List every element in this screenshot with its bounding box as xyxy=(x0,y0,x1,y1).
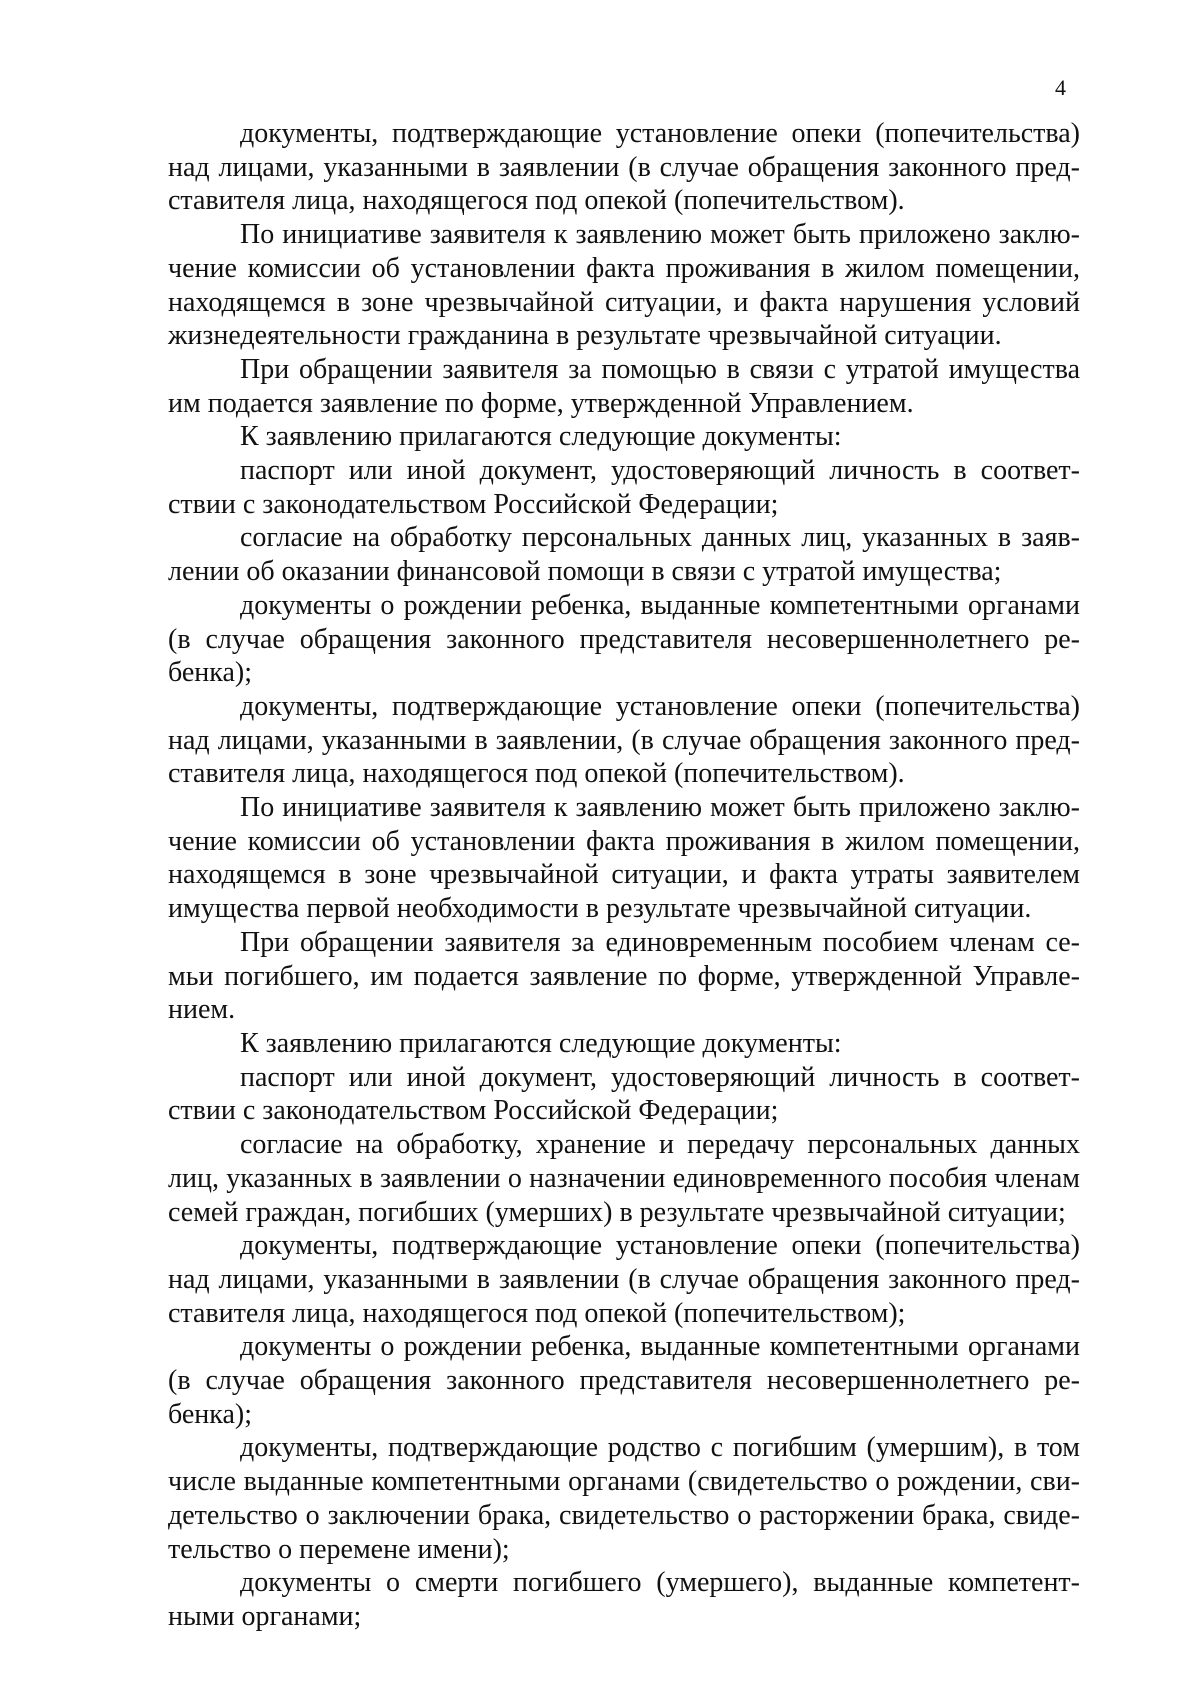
text-line: согласие на обработку персональных данных лиц, указанных в заяв- xyxy=(240,522,1080,554)
paragraph xyxy=(168,1229,1080,1330)
paragraph xyxy=(168,117,1080,218)
text-line: находящемся в зоне чрезвычайной ситуации, и факта нарушения условий xyxy=(168,286,1080,318)
paragraph xyxy=(168,791,1080,926)
text-line: бенка); xyxy=(168,657,252,689)
text-line: документы о рождении ребенка, выданные компетентными органами xyxy=(240,589,1080,621)
text-line: им подается заявление по форме, утвержденной Управлением. xyxy=(168,387,914,419)
paragraph xyxy=(168,690,1080,791)
paragraph xyxy=(168,353,1080,420)
text-line: ствии с законодательством Российской Федерации; xyxy=(168,1095,779,1127)
text-line: ствии с законодательством Российской Федерации; xyxy=(168,488,779,520)
text-line: документы о смерти погибшего (умершего), выданные компетент- xyxy=(240,1567,1080,1599)
text-line: (в случае обращения законного представителя несовершеннолетнего ре- xyxy=(168,623,1080,655)
text-line: ными органами; xyxy=(168,1600,362,1632)
text-line: лении об оказании финансовой помощи в связи с утратой имущества; xyxy=(168,556,1002,588)
text-line: мьи погибшего, им подается заявление по форме, утвержденной Управле- xyxy=(168,960,1080,992)
text-line: тельство о перемене имени); xyxy=(168,1533,510,1565)
text-line: чение комиссии об установлении факта проживания в жилом помещении, xyxy=(168,252,1080,284)
text-line: К заявлению прилагаются следующие документы: xyxy=(240,421,842,453)
text-line: бенка); xyxy=(168,1398,252,1430)
text-line: документы о рождении ребенка, выданные компетентными органами xyxy=(240,1331,1080,1363)
paragraph xyxy=(168,926,1080,1027)
text-line: паспорт или иной документ, удостоверяющий личность в соответ- xyxy=(240,1061,1080,1093)
paragraph xyxy=(168,1431,1080,1566)
text-line: над лицами, указанными в заявлении (в случае обращения законного пред- xyxy=(168,1263,1080,1295)
text-line: ставителя лица, находящегося под опекой (попечительством). xyxy=(168,185,905,217)
text-line: над лицами, указанными в заявлении (в случае обращения законного пред- xyxy=(168,151,1080,183)
paragraph xyxy=(168,1566,1080,1633)
text-line: согласие на обработку, хранение и передачу персональных данных xyxy=(240,1129,1080,1161)
text-line: над лицами, указанными в заявлении, (в случае обращения законного пред- xyxy=(168,724,1080,756)
text-line: чение комиссии об установлении факта проживания в жилом помещении, xyxy=(168,825,1080,857)
paragraph xyxy=(168,1061,1080,1128)
paragraph xyxy=(168,420,1080,454)
text-line: По инициативе заявителя к заявлению может быть приложено заклю- xyxy=(240,219,1080,251)
text-line: К заявлению прилагаются следующие документы: xyxy=(240,1027,842,1059)
paragraph xyxy=(168,1330,1080,1431)
text-line: лиц, указанных в заявлении о назначении единовременного пособия членам xyxy=(168,1162,1080,1194)
paragraph xyxy=(168,521,1080,588)
paragraph xyxy=(168,218,1080,353)
page-number: 4 xyxy=(1055,75,1066,100)
text-line: (в случае обращения законного представителя несовершеннолетнего ре- xyxy=(168,1365,1080,1397)
text-line: нием. xyxy=(168,994,236,1026)
text-line: числе выданные компетентными органами (свидетельство о рождении, сви- xyxy=(168,1466,1080,1498)
text-line: документы, подтверждающие установление опеки (попечительства) xyxy=(240,118,1080,149)
text-line: ставителя лица, находящегося под опекой (попечительством); xyxy=(168,1297,906,1329)
text-line: При обращении заявителя за единовременным пособием членам се- xyxy=(240,926,1080,958)
text-line: По инициативе заявителя к заявлению может быть приложено заклю- xyxy=(240,792,1080,824)
text-line: документы, подтверждающие установление опеки (попечительства) xyxy=(240,1230,1080,1262)
text-line: имущества первой необходимости в результате чрезвычайной ситуации. xyxy=(168,893,1032,925)
text-line: находящемся в зоне чрезвычайной ситуации, и факта утраты заявителем xyxy=(168,859,1080,891)
text-line: документы, подтверждающие родство с погибшим (умершим), в том xyxy=(240,1432,1080,1464)
paragraph xyxy=(168,454,1080,521)
text-line: семей граждан, погибших (умерших) в результате чрезвычайной ситуации; xyxy=(168,1196,1066,1228)
text-line: жизнедеятельности гражданина в результате чрезвычайной ситуации. xyxy=(168,320,1002,352)
paragraph xyxy=(168,1027,1080,1061)
document-body xyxy=(168,117,1080,1634)
paragraph xyxy=(168,1128,1080,1229)
text-line: детельство о заключении брака, свидетельство о расторжении брака, свиде- xyxy=(168,1499,1080,1531)
text-line: При обращении заявителя за помощью в связи с утратой имущества xyxy=(240,353,1080,385)
paragraph xyxy=(168,589,1080,690)
text-line: ставителя лица, находящегося под опекой (попечительством). xyxy=(168,758,905,790)
text-line: документы, подтверждающие установление опеки (попечительства) xyxy=(240,690,1080,722)
text-line: паспорт или иной документ, удостоверяющий личность в соответ- xyxy=(240,455,1080,487)
